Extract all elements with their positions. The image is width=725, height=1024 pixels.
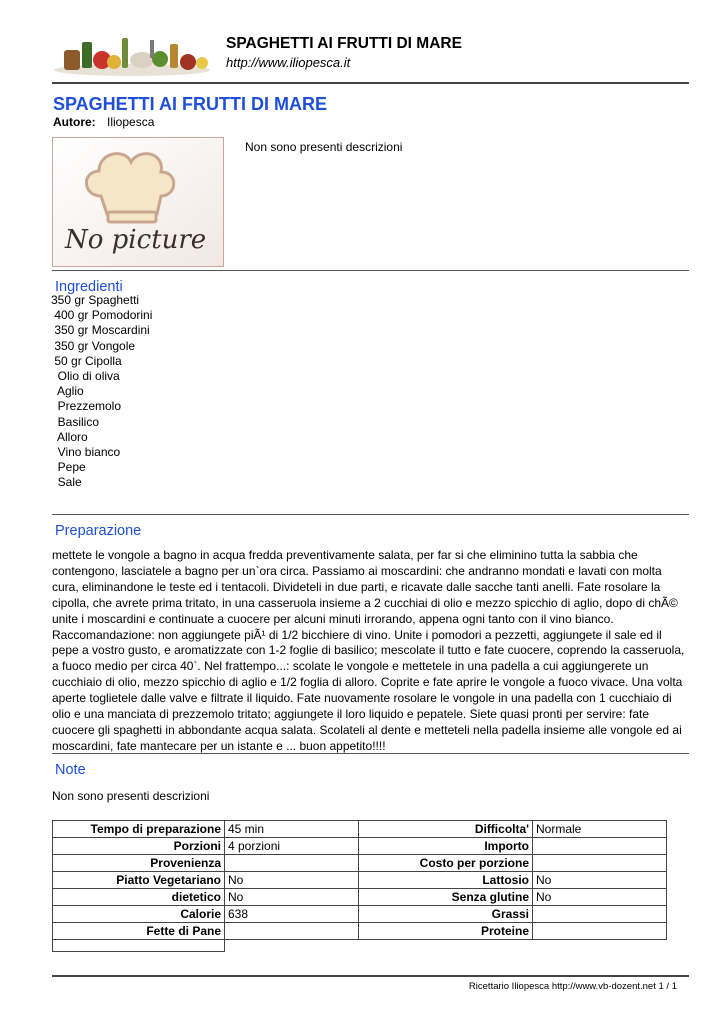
info-label: Fette di Pane xyxy=(53,923,225,940)
list-item: Vino bianco xyxy=(51,445,121,460)
footer-text: Ricettario Iliopesca http://www.vb-dozent.net xyxy=(468,981,656,992)
info-label: Senza glutine xyxy=(359,889,533,906)
info-label: dietetico xyxy=(53,889,225,906)
empty-table-cell xyxy=(52,938,225,952)
table-row xyxy=(53,872,667,889)
table-row xyxy=(53,906,667,923)
divider xyxy=(52,514,689,515)
info-value: Normale xyxy=(533,821,667,838)
info-value: No xyxy=(225,872,359,889)
site-logo xyxy=(52,32,212,77)
ingredients-list xyxy=(51,293,152,491)
info-value: No xyxy=(533,872,667,889)
footer-divider xyxy=(52,975,689,977)
list-item: Olio di oliva xyxy=(51,369,120,384)
ingredients-heading: Ingredienti xyxy=(55,279,123,295)
info-label: Importo xyxy=(359,838,533,855)
info-label: Provenienza xyxy=(53,855,225,872)
list-item: 400 gr Pomodorini xyxy=(51,308,153,323)
list-item: 350 gr Vongole xyxy=(51,338,136,353)
info-value: 638 xyxy=(225,906,359,923)
list-item: 50 gr Cipolla xyxy=(51,353,122,368)
info-label: Costo per porzione xyxy=(359,855,533,872)
info-label: Tempo di preparazione xyxy=(53,821,225,838)
info-label: Grassi xyxy=(359,906,533,923)
info-value xyxy=(533,838,667,855)
divider xyxy=(52,82,689,84)
author-name: Iliopesca xyxy=(107,115,155,129)
info-value xyxy=(533,923,667,940)
footer xyxy=(400,981,677,992)
preparation-heading: Preparazione xyxy=(55,523,142,539)
info-value xyxy=(225,923,359,940)
preparation-text: mettete le vongole a bagno in acqua fredda preventivamente salata, per far si che eliminino tutta la sabbia che contengono, lasciatele a bagno per un`ora circa. Passiamo ai moscardini: che andranno mondati e lavati con molta cura, eliminandone le teste ed i tentacoli. Divideteli in due parti, e ricavate dalle sacche tanti anelli. Fate rosolare la cipolla, che avrete prima tritato, in una casseruola insieme a 2 cucchiai di olio e mezzo spicchio di aglio, dopo di chÃ© unite i moscardini e continuate a cuocere per alcuni minuti irrorando, appena ogni tanto con il vino bianco. Raccomandazione: non aggiungete piÃ¹ di 1/2 bicchiere di vino. Unite i pomodori a pezzetti, aggiungete il sale ed il pepe a vostro gusto, e aromatizzate con 1-2 foglie di basilico; mescolate il tutto e fate cuocere, coprendo la casseruola, a fuoco medio per circa 40`. Nel frattempo...: scolate le vongole e mettetele in una padella a cui aggiungerete un cucchiaio di olio, mezzo spicchio di aglio e 1/2 foglia di alloro. Coprite e fate aprire le vongole a fuoco vivace. Una volta aperte toglietele dalle valve e filtrate il liquido. Fate nuovamente rosolare le vongole in una padella con 1 cucchiaio di olio e una manciata di prezzemolo tritato; aggiungete il loro liquido e pepatele. Siete quasi pronti per servire: fate cuocere gli spaghetti in abbondante acqua salata. Scolateli al dente e metteteli nella padella insieme alle vongole ed ai moscardini, fate mantecare per un istante e ... buon appetito!!!! xyxy=(52,548,685,753)
info-label: Piatto Vegetariano xyxy=(53,872,225,889)
recipe-description: Non sono presenti descrizioni xyxy=(245,140,403,154)
info-value xyxy=(533,855,667,872)
list-item: Alloro xyxy=(51,429,88,444)
list-item: Prezzemolo xyxy=(51,399,122,414)
info-value xyxy=(533,906,667,923)
info-label: Proteine xyxy=(359,923,533,940)
info-value: No xyxy=(225,889,359,906)
divider xyxy=(52,753,689,754)
notes-text: Non sono presenti descrizioni xyxy=(52,789,210,803)
recipe-title: SPAGHETTI AI FRUTTI DI MARE xyxy=(53,94,327,114)
list-item: Basilico xyxy=(51,414,100,429)
recipe-image-placeholder xyxy=(52,137,224,267)
table-row xyxy=(53,838,667,855)
list-item: Pepe xyxy=(51,460,86,475)
recipe-info-table xyxy=(52,820,667,940)
notes-heading: Note xyxy=(55,762,86,778)
info-label: Lattosio xyxy=(359,872,533,889)
table-row xyxy=(53,889,667,906)
list-item: Sale xyxy=(51,475,82,490)
table-row xyxy=(53,855,667,872)
list-item: 350 gr Spaghetti xyxy=(51,293,140,307)
info-value: No xyxy=(533,889,667,906)
divider xyxy=(52,270,689,271)
list-item: Aglio xyxy=(51,384,84,399)
info-label: Difficolta' xyxy=(359,821,533,838)
author-label: Autore: xyxy=(53,115,96,129)
info-label: Porzioni xyxy=(53,838,225,855)
no-picture-text: No picture xyxy=(65,225,207,255)
table-row xyxy=(53,821,667,838)
info-label: Calorie xyxy=(53,906,225,923)
header-url[interactable]: http://www.iliopesca.it xyxy=(226,55,351,70)
list-item: 350 gr Moscardini xyxy=(51,323,150,338)
table-row xyxy=(53,923,667,940)
info-value: 45 min xyxy=(225,821,359,838)
info-value: 4 porzioni xyxy=(225,838,359,855)
page-number: 1 / 1 xyxy=(658,981,677,992)
header-title: SPAGHETTI AI FRUTTI DI MARE xyxy=(226,35,462,52)
info-value xyxy=(225,855,359,872)
